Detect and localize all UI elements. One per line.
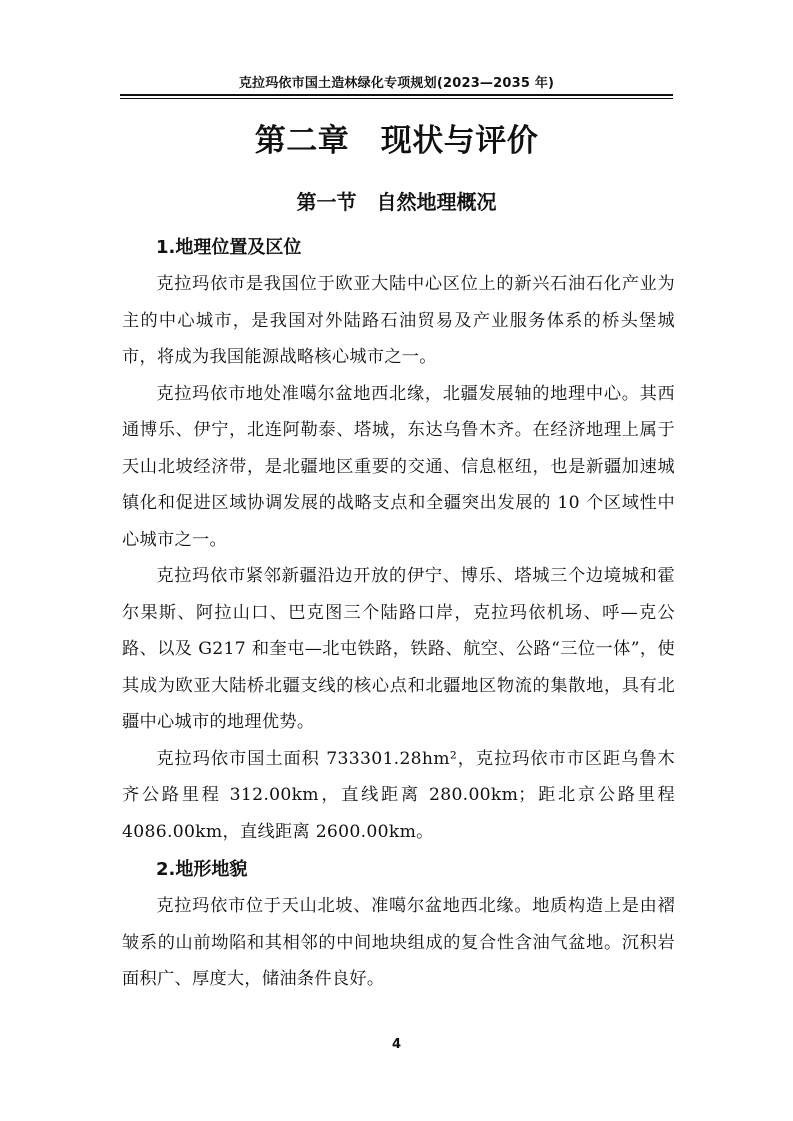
subsection-heading-terrain: 2.地形地貌 — [156, 859, 248, 880]
running-header: 克拉玛依市国土造林绿化专项规划(2023—2035 年) — [238, 76, 555, 91]
paragraph: 克拉玛依市紧邻新疆沿边开放的伊宁、博乐、塔城三个边境城和霍尔果斯、阿拉山口、巴克图三个陆路口岸，克拉玛依机场、呼—克公路、以及 G217 和奎屯—北屯铁路，铁路、航空、公路“三位一体”，使其成为欧亚大陆桥北疆支线的核心点和北疆地区物流的集散地，具有北疆中心城市的地理优势。 — [122, 566, 675, 732]
chapter-title: 第二章 现状与评价 — [254, 123, 539, 159]
paragraph: 克拉玛依市国土面积 733301.28hm²，克拉玛依市市区距乌鲁木齐公路里程 312.00km，直线距离 280.00km；距北京公路里程 4086.00km，直线距离 2600.00km。 — [122, 748, 675, 842]
subsection-heading-location: 1.地理位置及区位 — [156, 237, 302, 258]
header-rule-thin — [120, 98, 673, 99]
paragraph: 克拉玛依市位于天山北坡、准噶尔盆地西北缘。地质构造上是由褶皱系的山前坳陷和其相邻的中间地块组成的复合性含油气盆地。沉积岩面积广、厚度大，储油条件良好。 — [122, 896, 675, 989]
paragraph: 克拉玛依市地处准噶尔盆地西北缘，北疆发展轴的地理中心。其西通博乐、伊宁，北连阿勒泰、塔城，东达乌鲁木齐。在经济地理上属于天山北坡经济带，是北疆地区重要的交通、信息枢纽，也是新疆加速城镇化和促进区域协调发展的战略支点和全疆突出发展的 10 个区域性中心城市之一。 — [122, 383, 675, 550]
body-content — [122, 230, 675, 998]
header-rule-thick — [120, 94, 673, 96]
page-number: 4 — [391, 1037, 402, 1052]
section-title: 第一节 自然地理概况 — [296, 190, 497, 214]
paragraph: 克拉玛依市是我国位于欧亚大陆中心区位上的新兴石油石化产业为主的中心城市，是我国对外陆路石油贸易及产业服务体系的桥头堡城市，将成为我国能源战略核心城市之一。 — [122, 274, 675, 367]
